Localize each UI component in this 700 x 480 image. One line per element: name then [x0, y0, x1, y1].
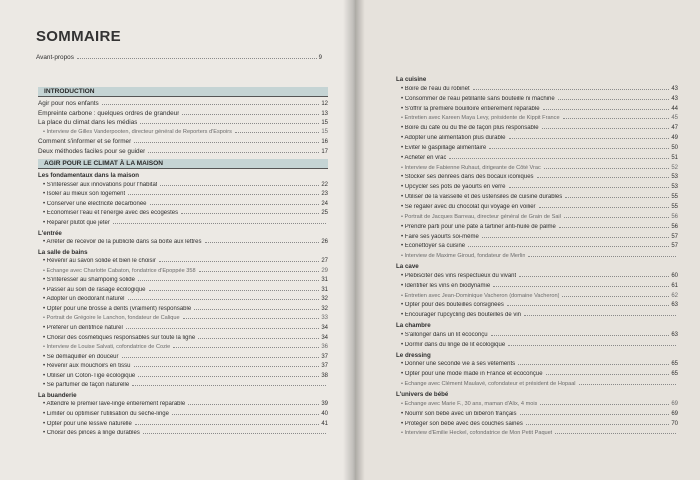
entry-page: 45 — [671, 115, 678, 122]
dot-leader — [77, 58, 317, 59]
dot-leader — [564, 217, 669, 218]
entry-label: • Boire du café ou du thé de façon plus responsable — [396, 125, 539, 131]
dot-leader — [102, 104, 320, 105]
entry-label: • Économiser l'eau et l'énergie avec des écogestes — [38, 210, 178, 216]
entry-label: • Encourager l'upcycling des bouteilles de vin — [396, 312, 521, 318]
dot-leader — [160, 185, 319, 186]
entry-label: • Upcycler ses pots de yaourts en verre — [396, 184, 506, 190]
entry-label: • Choisir des cosmétiques responsables sur toute la ligne — [38, 335, 195, 341]
toc-interview-entry — [38, 268, 328, 278]
entry-label: • Portrait de Jacques Barreau, directeur général de Grain de Sail — [396, 214, 561, 220]
entry-page: 33 — [321, 315, 328, 322]
entry-label: • S'offrir la première bouilloire entièrement réparable — [396, 106, 540, 112]
toc-category — [38, 249, 328, 259]
toc-entry — [38, 138, 328, 148]
entry-label: • Préférer un dentifrice naturel — [38, 325, 123, 331]
dot-leader — [543, 109, 670, 110]
toc-right-column — [396, 76, 678, 440]
entry-page: 9 — [318, 55, 322, 61]
entry-page: 13 — [321, 110, 328, 117]
toc-interview-entry — [396, 430, 678, 440]
entry-label: • Isoler au mieux son logement — [38, 191, 125, 197]
entry-page: 50 — [671, 144, 678, 151]
entry-page: 49 — [671, 135, 678, 142]
dot-leader — [199, 271, 320, 272]
toc-entry — [38, 296, 328, 306]
toc-entry — [38, 363, 328, 373]
toc-entry — [396, 155, 678, 165]
toc-interview-entry — [38, 315, 328, 325]
toc-entry — [396, 145, 678, 155]
dot-leader — [520, 414, 670, 415]
entry-page: 51 — [671, 154, 678, 161]
entry-label: • Consommer de l'eau pétillante sans bouteille ni machine — [396, 96, 555, 102]
entry-page: 47 — [671, 125, 678, 132]
entry-page: 56 — [671, 223, 678, 230]
toc-entry — [396, 332, 678, 342]
dot-leader — [128, 194, 319, 195]
toc-left-column — [38, 85, 328, 440]
toc-entry — [396, 421, 678, 431]
dot-leader — [559, 227, 669, 228]
entry-page: 31 — [321, 277, 328, 284]
dot-leader — [482, 237, 670, 238]
dot-leader — [509, 187, 670, 188]
toc-entry — [38, 110, 328, 120]
entry-page: 25 — [321, 210, 328, 217]
entry-page: 15 — [321, 120, 328, 127]
dot-leader — [508, 345, 676, 346]
dot-leader — [544, 168, 669, 169]
entry-label: • Arrêter de recevoir de la publicité dans sa boîte aux lettres — [38, 239, 202, 245]
dot-leader — [524, 315, 676, 316]
toc-entry — [396, 125, 678, 135]
entry-page: 17 — [321, 148, 328, 155]
toc-entry — [38, 277, 328, 287]
entry-label: • Conserver une électricité décarbonée — [38, 201, 147, 207]
entry-page: 24 — [321, 200, 328, 207]
toc-entry — [396, 224, 678, 234]
toc-entry — [396, 283, 678, 293]
toc-entry — [38, 258, 328, 268]
entry-page: 32 — [321, 296, 328, 303]
entry-label: • Attendre le premier lave-linge entièrement réparable — [38, 401, 185, 407]
entry-label: • Interview de Maxime Giroud, fondateur de Merlin — [396, 253, 525, 259]
toc-interview-entry — [396, 401, 678, 411]
dot-leader — [235, 132, 319, 133]
entry-label: • Prendre parti pour une pâte à tartiner anti-huile de palme — [396, 224, 556, 230]
entry-page: 60 — [671, 272, 678, 279]
toc-interview-entry — [396, 115, 678, 125]
entry-label: La cave — [396, 263, 419, 271]
entry-page: 37 — [321, 363, 328, 370]
entry-page: 32 — [321, 305, 328, 312]
toc-entry — [38, 411, 328, 421]
entry-label: • Choisir des pinces à linge durables — [38, 430, 140, 436]
entry-label: La chambre — [396, 322, 431, 330]
dot-leader — [468, 246, 669, 247]
toc-entry — [38, 306, 328, 316]
entry-label: • Plébisciter des vins respectueux du vivant — [396, 273, 516, 279]
dot-leader — [132, 385, 326, 386]
dot-leader — [526, 424, 669, 425]
toc-category — [396, 322, 678, 332]
toc-entry — [38, 287, 328, 297]
entry-label: Empreinte carbone : quelques ordres de grandeur — [38, 109, 180, 117]
dot-leader — [540, 404, 669, 405]
toc-interview-entry — [396, 381, 678, 391]
entry-page: 69 — [671, 410, 678, 417]
dot-leader — [138, 280, 319, 281]
entry-label: • Opter pour des bouteilles consignées — [396, 302, 504, 308]
entry-label: • Interview de Fabienne Ruhaut, dirigeante de Côté Vrac — [396, 165, 541, 171]
toc-entry — [396, 361, 678, 371]
toc-entry — [396, 135, 678, 145]
dot-leader — [183, 318, 320, 319]
entry-page: 52 — [671, 164, 678, 171]
entry-label: • Opter pour une lessive naturelle — [38, 421, 132, 427]
entry-label: • Opter pour une brosse à dents (vraiment) responsable — [38, 306, 191, 312]
entry-label: • Se régaler avec du chocolat qui voyage en voilier — [396, 204, 536, 210]
entry-label: • Adopter une alimentation plus durable — [396, 135, 506, 141]
dot-leader — [188, 404, 319, 405]
dot-leader — [528, 256, 676, 257]
toc-entry — [38, 220, 328, 230]
toc-entry — [396, 86, 678, 96]
entry-label: • Revenir au savon solide et bien le choisir — [38, 258, 156, 264]
entry-label: • Revenir aux mouchoirs en tissu — [38, 363, 131, 369]
dot-leader — [579, 384, 676, 385]
toc-interview-entry — [396, 253, 678, 263]
entry-label: • S'intéresser au shampoing solide — [38, 277, 135, 283]
dot-leader — [148, 152, 319, 153]
entry-page: 36 — [321, 344, 328, 351]
dot-leader — [563, 118, 670, 119]
avant-propos-entry — [36, 54, 322, 66]
toc-entry — [396, 234, 678, 244]
entry-page: 16 — [321, 139, 328, 146]
dot-leader — [565, 197, 669, 198]
section-heading: INTRODUCTION — [38, 87, 328, 97]
entry-page: 57 — [671, 233, 678, 240]
toc-interview-entry — [396, 165, 678, 175]
page-title: SOMMAIRE — [36, 28, 121, 45]
toc-entry — [396, 243, 678, 253]
dot-leader — [489, 148, 669, 149]
entry-page: 38 — [321, 372, 328, 379]
entry-label: • Dormir dans du linge de lit écologique — [396, 342, 505, 348]
entry-label: • Adopter un déodorant naturel — [38, 296, 125, 302]
entry-label: • Échange avec Charlotte Cabaton, fondatrice d'Époppée 358 — [38, 268, 196, 274]
dot-leader — [126, 328, 319, 329]
section-heading: AGIR POUR LE CLIMAT À LA MAISON — [38, 159, 328, 169]
entry-label: • Éconettoyer sa cuisine — [396, 243, 465, 249]
toc-category — [396, 76, 678, 86]
toc-interview-entry — [38, 129, 328, 139]
toc-entry — [38, 335, 328, 345]
entry-page: 15 — [321, 128, 328, 135]
toc-entry — [38, 239, 328, 249]
dot-leader — [128, 299, 320, 300]
dot-leader — [159, 261, 319, 262]
toc-entry — [38, 354, 328, 364]
entry-label: • Se parfumer de façon naturelle — [38, 382, 129, 388]
toc-category — [396, 391, 678, 401]
dot-leader — [149, 290, 320, 291]
entry-label: • Utiliser de la vaisselle et des ustensiles de cuisine durables — [396, 194, 562, 200]
toc-entry — [396, 273, 678, 283]
entry-label: • Acheter en vrac — [396, 155, 446, 161]
entry-page: 70 — [671, 420, 678, 427]
dot-leader — [113, 223, 326, 224]
dot-leader — [519, 276, 669, 277]
toc-entry — [38, 421, 328, 431]
entry-page: 34 — [321, 325, 328, 332]
entry-label: • Éviter le gaspillage alimentaire — [396, 145, 486, 151]
toc-entry — [396, 302, 678, 312]
entry-label: • Faire ses yaourts soi-même — [396, 234, 479, 240]
entry-page: 61 — [671, 282, 678, 289]
dot-leader — [198, 338, 319, 339]
entry-page: 53 — [671, 174, 678, 181]
entry-page: 55 — [671, 203, 678, 210]
toc-category — [396, 352, 678, 362]
dot-leader — [507, 305, 669, 306]
entry-label: • Protéger son bébé avec des couches saines — [396, 421, 523, 427]
entry-page: 23 — [321, 191, 328, 198]
entry-page: 43 — [671, 85, 678, 92]
dot-leader — [562, 296, 669, 297]
toc-entry — [396, 312, 678, 322]
entry-label: • Stocker ses denrées dans des bocaux iconiques — [396, 174, 534, 180]
entry-page: 39 — [321, 401, 328, 408]
toc-category — [38, 392, 328, 402]
toc-entry — [38, 100, 328, 110]
entry-label: • Donner une seconde vie à ses vêtements — [396, 361, 515, 367]
entry-page: 62 — [671, 292, 678, 299]
entry-page: 12 — [321, 101, 328, 107]
entry-label: • Nourrir son bébé avec un biberon français — [396, 411, 517, 417]
entry-page: 41 — [321, 420, 328, 427]
entry-label: La cuisine — [396, 76, 427, 83]
dot-leader — [493, 286, 669, 287]
entry-label: Le dressing — [396, 351, 431, 359]
entry-label: • Interview de Gilles Vanderpooten, directeur général de Reporters d'Espoirs — [38, 129, 232, 135]
entry-label: Deux méthodes faciles pour se guider — [38, 147, 146, 155]
entry-label: • S'allonger dans un lit écoconçu — [396, 332, 488, 338]
entry-label: L'univers de bébé — [396, 391, 449, 398]
toc-entry — [38, 182, 328, 192]
entry-page: 57 — [671, 243, 678, 250]
dot-leader — [539, 207, 670, 208]
entry-page: 34 — [321, 334, 328, 341]
dot-leader — [518, 364, 669, 365]
dot-leader — [181, 213, 319, 214]
toc-entry — [38, 191, 328, 201]
toc-entry — [38, 382, 328, 392]
entry-page: 65 — [671, 371, 678, 378]
entry-label: Avant-propos — [36, 54, 74, 61]
entry-label: • Entretien avec Kareen Maya Levy, présidente de Kippit France — [396, 115, 560, 121]
entry-page: 69 — [671, 400, 678, 407]
toc-interview-entry — [396, 214, 678, 224]
entry-label: • Échange avec Marie F., 30 ans, maman d'Alix, 4 mois — [396, 401, 537, 407]
dot-leader — [172, 414, 319, 415]
entry-page: 63 — [671, 302, 678, 309]
dot-leader — [140, 123, 319, 124]
toc-interview-entry — [396, 293, 678, 303]
toc-interview-entry — [38, 344, 328, 354]
toc-entry — [396, 106, 678, 116]
dot-leader — [173, 347, 319, 348]
dot-leader — [537, 177, 670, 178]
toc-entry — [38, 430, 328, 440]
dot-leader — [555, 433, 676, 434]
entry-label: • Interview de Louise Salvati, cofondatrice de Cozie — [38, 344, 170, 350]
entry-label: La place du climat dans les médias — [38, 119, 138, 127]
entry-label: • Échange avec Clément Maulavé, cofondateur et président de Hopaal — [396, 381, 576, 387]
entry-page: 44 — [671, 105, 678, 112]
toc-entry — [38, 201, 328, 211]
entry-label: • S'intéresser aux innovations pour l'habitat — [38, 182, 157, 188]
entry-page: 31 — [321, 286, 328, 293]
toc-entry — [396, 174, 678, 184]
entry-label: • Boire de l'eau du robinet — [396, 86, 470, 92]
entry-label: Agir pour nos enfants — [38, 100, 99, 107]
dot-leader — [134, 366, 320, 367]
entry-label: • Utiliser un Coton-Tige écologique — [38, 373, 135, 379]
entry-label: • Limiter ou optimiser l'utilisation du sèche-linge — [38, 411, 169, 417]
entry-page: 26 — [321, 239, 328, 246]
entry-page: 37 — [321, 353, 328, 360]
toc-entry — [396, 411, 678, 421]
toc-entry — [396, 184, 678, 194]
entry-label: • Opter pour une mode made in France et écoconçue — [396, 371, 543, 377]
entry-page: 27 — [321, 258, 328, 265]
entry-page: 56 — [671, 213, 678, 220]
entry-label: L'entrée — [38, 229, 62, 237]
entry-page: 53 — [671, 184, 678, 191]
dot-leader — [194, 309, 319, 310]
toc-entry — [38, 373, 328, 383]
entry-label: • Réparer plutôt que jeter — [38, 220, 110, 226]
page-gutter — [343, 0, 365, 480]
entry-label: La salle de bains — [38, 248, 88, 256]
entry-page: 65 — [671, 361, 678, 368]
toc-entry — [396, 204, 678, 214]
toc-entry — [396, 342, 678, 352]
entry-label: • Entretien avec Jean-Dominique Vacheron (domaine Vacheron) — [396, 293, 559, 299]
entry-label: • Se démaquiller en douceur — [38, 354, 119, 360]
dot-leader — [135, 424, 319, 425]
entry-label: • Interview d'Émilie Heckel, cofondatrice de Mon Petit Paquet — [396, 430, 552, 436]
toc-entry — [38, 325, 328, 335]
entry-label: Les fondamentaux dans la maison — [38, 172, 140, 180]
entry-label: La buanderie — [38, 391, 77, 399]
dot-leader — [546, 374, 670, 375]
entry-page: 29 — [321, 267, 328, 274]
entry-page: 55 — [671, 194, 678, 201]
entry-page: 22 — [321, 181, 328, 188]
entry-label: Comment s'informer et se former — [38, 138, 132, 146]
dot-leader — [134, 142, 319, 143]
dot-leader — [509, 138, 670, 139]
dot-leader — [558, 99, 670, 100]
dot-leader — [143, 433, 326, 434]
toc-entry — [396, 371, 678, 381]
toc-category — [396, 263, 678, 273]
toc-entry — [38, 401, 328, 411]
dot-leader — [182, 114, 319, 115]
entry-page: 63 — [671, 331, 678, 338]
toc-entry — [396, 96, 678, 106]
entry-label: • Passer au soin de rasage écologique — [38, 287, 146, 293]
entry-page: 43 — [671, 95, 678, 102]
toc-entry — [38, 119, 328, 129]
dot-leader — [138, 376, 319, 377]
toc-entry — [396, 194, 678, 204]
dot-leader — [449, 158, 669, 159]
dot-leader — [150, 204, 320, 205]
toc-entry — [38, 210, 328, 220]
dot-leader — [542, 128, 670, 129]
dot-leader — [473, 89, 670, 90]
dot-leader — [205, 242, 320, 243]
entry-page: 40 — [321, 410, 328, 417]
entry-label: • Portrait de Grégoire le Lanchon, fondateur de Calique — [38, 315, 180, 321]
toc-category — [38, 230, 328, 240]
toc-entry — [38, 148, 328, 158]
dot-leader — [491, 335, 670, 336]
toc-category — [38, 172, 328, 182]
dot-leader — [122, 357, 320, 358]
entry-label: • Identifier les vins en biodynamie — [396, 283, 490, 289]
